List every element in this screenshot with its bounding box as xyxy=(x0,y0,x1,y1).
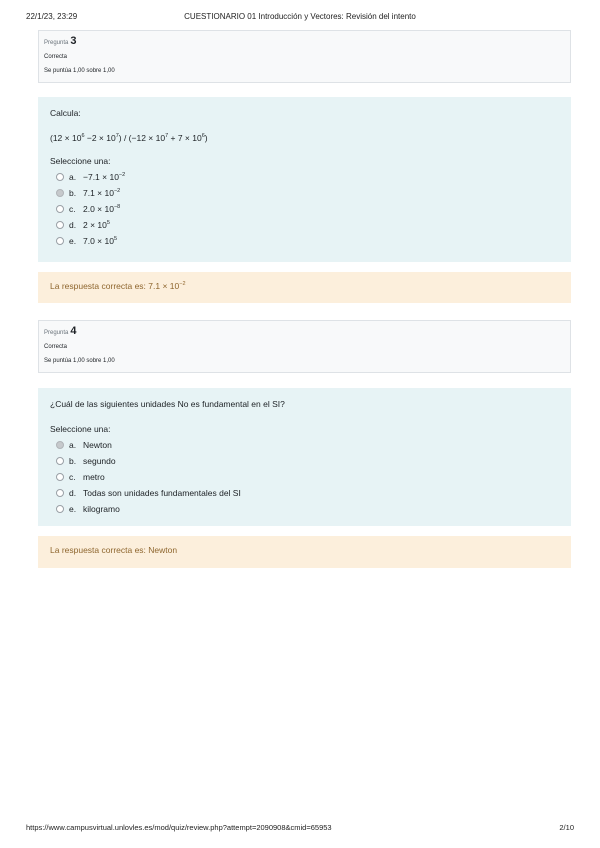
print-url: https://www.campusvirtual.unlovles.es/mod/quiz/review.php?attempt=2090908&cmid=65953 xyxy=(26,823,332,832)
question-4-formulation xyxy=(38,388,571,526)
answer-option-e[interactable]: e. $7.0 \times 10^5$ xyxy=(50,233,559,249)
print-page-number: 2/10 xyxy=(559,823,574,832)
question-3-formulation xyxy=(38,97,571,262)
radio-button[interactable] xyxy=(56,221,64,229)
question-4-feedback xyxy=(38,536,571,568)
radio-button[interactable] xyxy=(56,457,64,465)
answer-option-c[interactable]: c. metro xyxy=(50,469,559,485)
question-grade: Se puntúa 1,00 sobre 1,00 xyxy=(44,68,115,74)
print-footer xyxy=(26,823,574,837)
radio-button[interactable] xyxy=(56,473,64,481)
print-page-title: CUESTIONARIO 01 Introducción y Vectores: Revisión del intento xyxy=(184,12,416,21)
answer-prompt: Seleccione una: xyxy=(50,156,111,166)
answer-option-d[interactable]: d. Todas son unidades fundamentales del SI xyxy=(50,485,559,501)
question-grade: Se puntúa 1,00 sobre 1,00 xyxy=(44,358,115,364)
answer-options xyxy=(50,169,559,249)
radio-button-selected[interactable] xyxy=(56,189,64,197)
question-number: Pregunta 4 xyxy=(44,325,77,337)
print-timestamp: 22/1/23, 23:29 xyxy=(26,12,78,21)
answer-option-b[interactable]: b. segundo xyxy=(50,453,559,469)
answer-option-b[interactable]: b. $7.1 \times 10^{-2}$ xyxy=(50,185,559,201)
radio-button[interactable] xyxy=(56,505,64,513)
question-state: Correcta xyxy=(44,344,68,350)
radio-button[interactable] xyxy=(56,489,64,497)
question-4-info xyxy=(38,320,571,373)
answer-option-a[interactable]: a. Newton xyxy=(50,437,559,453)
question-3-feedback: La respuesta correcta es: $7.1 \times 10^{-2}$ xyxy=(38,272,571,303)
print-header xyxy=(26,12,574,26)
radio-button[interactable] xyxy=(56,237,64,245)
answer-option-e[interactable]: e. kilogramo xyxy=(50,501,559,517)
correct-answer-text: La respuesta correcta es: Newton xyxy=(50,545,178,555)
radio-button[interactable] xyxy=(56,205,64,213)
question-text: Calcula: xyxy=(50,108,81,118)
answer-option-c[interactable]: c. $2.0 \times 10^{-8}$ xyxy=(50,201,559,217)
question-number: Pregunta 3 xyxy=(44,35,77,47)
answer-option-d[interactable]: d. $2 \times 10^5$ xyxy=(50,217,559,233)
correct-answer-text: La respuesta correcta es: 7.1 × 10 xyxy=(50,281,180,291)
question-state: Correcta xyxy=(44,54,68,60)
answer-options xyxy=(50,437,559,517)
radio-button[interactable] xyxy=(56,173,64,181)
question-formula: $(12 \times 10^6 -2 \times 10^7) / (-12 \times 10^7 + 7 \times 10^6)$ xyxy=(50,133,208,143)
question-text: ¿Cuál de las siguientes unidades No es fundamental en el SI? xyxy=(50,399,285,409)
question-3-info xyxy=(38,30,571,83)
answer-option-a[interactable]: a. $-7.1 \times 10^{-2}$ xyxy=(50,169,559,185)
answer-prompt: Seleccione una: xyxy=(50,424,111,434)
radio-button-selected[interactable] xyxy=(56,441,64,449)
